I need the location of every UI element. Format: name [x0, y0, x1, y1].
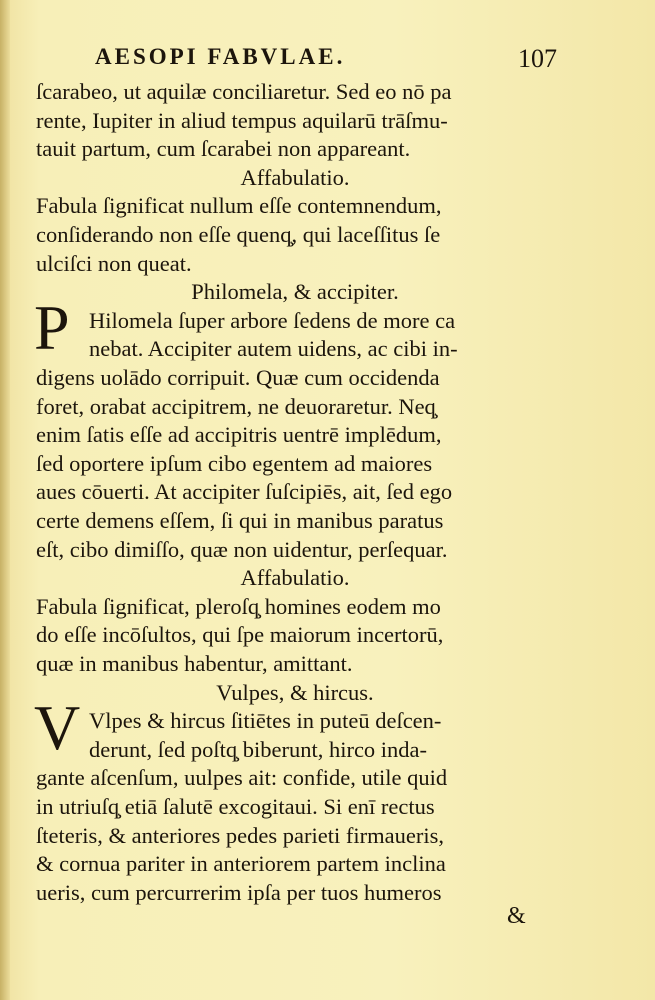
- text-line: enim ſatis eſſe ad accipitris uentrē implēdum,: [36, 422, 442, 447]
- text-line: gante aſcenſum, uulpes ait: confide, utile quid: [36, 765, 448, 790]
- text-line: tauit partum, cum ſcarabei non appareant.: [36, 136, 411, 161]
- text-line: ſed oportere ipſum cibo egentem ad maiores: [36, 451, 433, 476]
- text-line: do eſſe incōſultos, qui ſpe maiorum incertorū,: [36, 622, 444, 647]
- text-line: Hilomela ſuper arbore ſedens de more ca: [89, 308, 456, 333]
- text-line: aues cōuerti. At accipiter ſuſcipiēs, ait, ſed ego: [36, 479, 453, 504]
- text-line: conſiderando non eſſe quenq̧, qui laceſſitus ſe: [36, 222, 441, 247]
- page-number: 107: [518, 44, 557, 73]
- text-line: derunt, ſed poſtq̧ biberunt, hirco inda-: [89, 737, 428, 762]
- text-line: & cornua pariter in anteriorem partem inclina: [36, 851, 446, 876]
- text-line: ulciſci non queat.: [36, 251, 192, 276]
- page-gutter: [0, 0, 10, 1000]
- drop-capital-p: P: [34, 292, 70, 363]
- running-head: AESOPI FABVLAE.: [95, 44, 346, 69]
- text-line: nebat. Accipiter autem uidens, ac cibi in-: [89, 336, 458, 361]
- text-line: foret, orabat accipitrem, ne deuoraretur. Neq̧: [36, 394, 436, 419]
- text-line: ſteteris, & anteriores pedes parieti firmaueris,: [36, 823, 444, 848]
- text-line: ueris, cum percurrerim ipſa per tuos humeros: [36, 880, 442, 905]
- text-line: Vlpes & hircus ſitiētes in puteū deſcen-: [89, 708, 442, 733]
- text-line: certe demens eſſem, ſi qui in manibus paratus: [36, 508, 444, 533]
- text-line: eſt, cibo dimiſſo, quæ non uidentur, perſequar.: [36, 537, 448, 562]
- text-line: Fabula ſignificat nullum eſſe contemnendum,: [36, 193, 442, 218]
- text-line: in utriuſq̧ etiā ſalutē excogitaui. Si enī rectus: [36, 794, 435, 819]
- text-line: Fabula ſignificat, pleroſq̧ homines eodem mo: [36, 594, 441, 619]
- text-line: rente, Iupiter in aliud tempus aquilarū trāſmu-: [36, 108, 448, 133]
- catchword: &: [507, 903, 526, 929]
- text-line: digens uolādo corripuit. Quæ cum occidenda: [36, 365, 440, 390]
- section-heading: Philomela, & accipiter.: [191, 279, 399, 304]
- section-heading: Affabulatio.: [240, 165, 350, 190]
- drop-capital-v: V: [34, 692, 81, 763]
- text-line: quæ in manibus habentur, amittant.: [36, 651, 353, 676]
- section-heading: Vulpes, & hircus.: [216, 680, 374, 705]
- text-line: ſcarabeo, ut aquilæ conciliaretur. Sed eo nō pa: [36, 79, 452, 104]
- section-heading: Affabulatio.: [240, 565, 350, 590]
